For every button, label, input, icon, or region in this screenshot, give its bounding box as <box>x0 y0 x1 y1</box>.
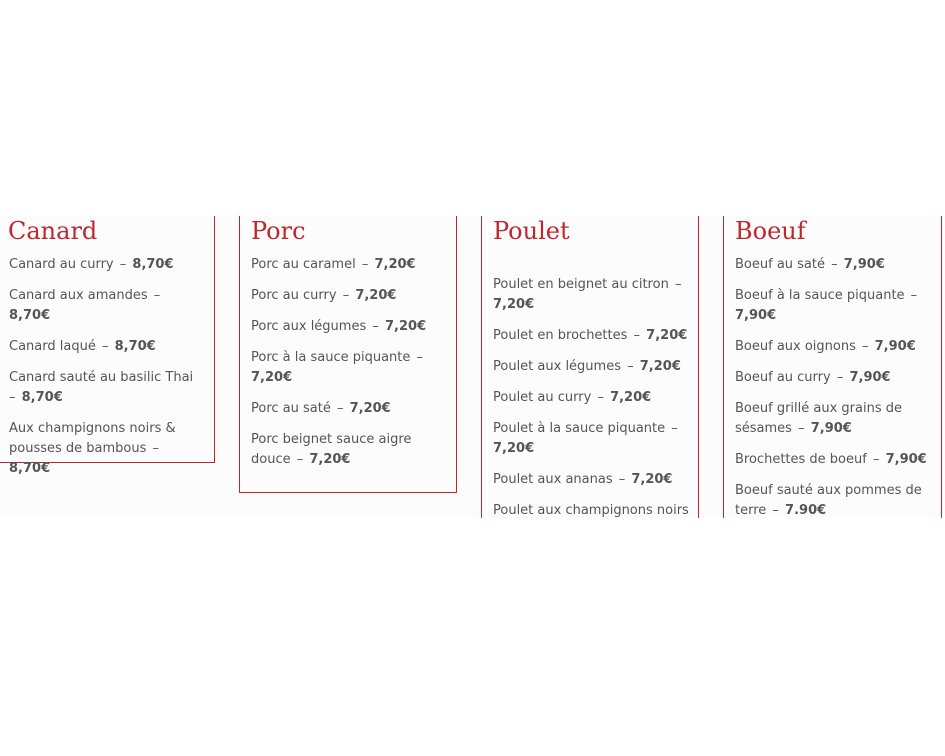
item-name: Poulet aux légumes <box>493 359 621 374</box>
item-name: Boeuf grillé aux grains de sésames <box>735 401 902 436</box>
item-name: Canard aux amandes <box>9 288 148 303</box>
menu-item: Porc beignet sauce aigre douce – 7,20€ <box>251 432 412 467</box>
menu-item: Poulet à la sauce piquante – 7,20€ <box>493 421 678 456</box>
item-price: 8,70€ <box>9 308 51 323</box>
item-price: 8,70€ <box>114 339 156 354</box>
menu-column-canard <box>0 216 215 476</box>
section-title: Porc <box>251 217 306 245</box>
menu-item: Canard au curry – 8,70€ <box>9 257 174 272</box>
item-name: Canard sauté au basilic Thai <box>9 370 194 385</box>
item-name: Boeuf au saté <box>735 257 825 272</box>
menu-item: Boeuf à la sauce piquante – 7,90€ <box>735 288 918 323</box>
menu-item: Porc au curry – 7,20€ <box>251 288 397 303</box>
item-list <box>493 275 689 518</box>
menu-item: Poulet en brochettes – 7,20€ <box>493 328 688 343</box>
menu-column-boeuf <box>723 216 942 518</box>
menu-item: Porc au saté – 7,20€ <box>251 401 391 416</box>
menu-item: Aux champignons noirs & pousses de bambous – 8,70€ <box>9 421 176 476</box>
menu-column-poulet <box>481 216 699 518</box>
menu-item: Poulet aux ananas – 7,20€ <box>493 472 673 487</box>
menu-item: Porc aux légumes – 7,20€ <box>251 319 427 334</box>
menu-strip <box>0 216 945 518</box>
item-name: Poulet aux champignons noirs <box>493 503 689 518</box>
menu-item: Boeuf au curry – 7,90€ <box>735 370 891 385</box>
item-price: 8,70€ <box>9 461 51 476</box>
item-name: Poulet à la sauce piquante <box>493 421 666 436</box>
item-price: 7,90€ <box>874 339 916 354</box>
item-name: Canard au curry <box>9 257 114 272</box>
item-price: 7,90€ <box>843 257 885 272</box>
item-price: 7,20€ <box>493 441 535 456</box>
item-price: 7,20€ <box>639 359 681 374</box>
item-name: Porc aux légumes <box>251 319 367 334</box>
menu-item: Boeuf aux oignons – 7,90€ <box>735 339 916 354</box>
menu-item: Poulet en beignet au citron – 7,20€ <box>493 277 682 312</box>
item-price: 7,90€ <box>849 370 891 385</box>
menu-item: Poulet au curry – 7,20€ <box>493 390 652 405</box>
item-price: 7,20€ <box>349 401 391 416</box>
menu-item: Canard aux amandes – 8,70€ <box>9 288 161 323</box>
item-list <box>251 255 447 481</box>
menu-column-porc <box>239 216 457 493</box>
item-price: 7,90€ <box>810 421 852 436</box>
item-name: Boeuf sauté aux pommes de terre <box>735 483 922 518</box>
item-name: Porc au curry <box>251 288 337 303</box>
item-name: Porc au saté <box>251 401 331 416</box>
menu-item: Brochettes de boeuf – 7,90€ <box>735 452 927 467</box>
item-name: Porc au caramel <box>251 257 356 272</box>
item-price: 7,90€ <box>735 308 777 323</box>
item-price: 7,20€ <box>374 257 416 272</box>
item-name: Boeuf à la sauce piquante <box>735 288 905 303</box>
item-price: 7,20€ <box>493 297 535 312</box>
item-price: 7,20€ <box>251 370 293 385</box>
section-title: Boeuf <box>735 217 806 245</box>
item-name: Boeuf aux oignons <box>735 339 856 354</box>
item-price: 7,20€ <box>385 319 427 334</box>
item-price: 7,90€ <box>885 452 927 467</box>
menu-item: Boeuf sauté aux pommes de terre – 7.90€ <box>735 483 922 518</box>
item-name: Poulet en brochettes <box>493 328 628 343</box>
item-price: 7.90€ <box>785 503 827 518</box>
item-price: 7,20€ <box>309 452 351 467</box>
section-title: Poulet <box>493 217 570 245</box>
item-price: 7,20€ <box>610 390 652 405</box>
item-price: 7,20€ <box>355 288 397 303</box>
item-name: Poulet aux ananas <box>493 472 613 487</box>
menu-item: Boeuf au saté – 7,90€ <box>735 257 885 272</box>
item-list <box>9 255 205 490</box>
item-price: 7,20€ <box>646 328 688 343</box>
menu-item: Boeuf grillé aux grains de sésames – 7,90€ <box>735 401 902 436</box>
menu-item: Poulet aux légumes – 7,20€ <box>493 359 681 374</box>
item-name: Boeuf au curry <box>735 370 831 385</box>
item-name: Poulet au curry <box>493 390 592 405</box>
item-name: Canard laqué <box>9 339 96 354</box>
section-title: Canard <box>8 217 98 245</box>
item-name: Aux champignons noirs & pousses de bambous <box>9 421 176 456</box>
menu-item: Porc à la sauce piquante – 7,20€ <box>251 350 424 385</box>
item-name: Poulet en beignet au citron <box>493 277 669 292</box>
menu-item: Canard sauté au basilic Thai – 8,70€ <box>9 370 194 405</box>
menu-item: Porc au caramel – 7,20€ <box>251 257 416 272</box>
item-price: 8,70€ <box>21 390 63 405</box>
item-name: Brochettes de boeuf <box>735 452 867 467</box>
item-price: 7,20€ <box>631 472 673 487</box>
item-name: Porc beignet sauce aigre douce <box>251 432 412 467</box>
item-name: Porc à la sauce piquante <box>251 350 411 365</box>
menu-item <box>493 501 689 518</box>
item-list <box>735 255 931 518</box>
menu-item: Canard laqué – 8,70€ <box>9 339 156 354</box>
item-price: 8,70€ <box>132 257 174 272</box>
